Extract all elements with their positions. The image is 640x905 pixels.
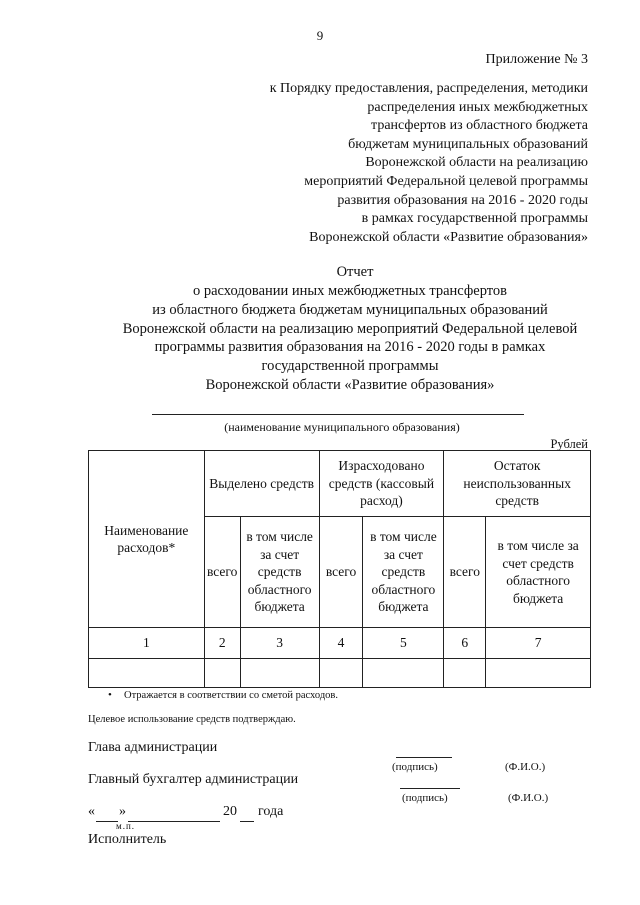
fio-caption: (Ф.И.О.) — [508, 792, 549, 804]
report-line: Воронежской области «Развитие образования» — [205, 376, 495, 393]
header-regional: в том числе за счет средств областного бюджета — [240, 517, 319, 628]
date-year-suffix: года — [258, 804, 284, 819]
confirmation-text: Целевое использование средств подтверждаю. — [88, 714, 296, 725]
header-total: всего — [444, 517, 486, 628]
header-regional: в том числе за счет средств областного бюджета — [486, 517, 591, 628]
column-number: 4 — [319, 628, 363, 659]
column-number: 2 — [204, 628, 240, 659]
header-total: всего — [319, 517, 363, 628]
header-remainder: Остаток неиспользованных средств — [444, 451, 591, 517]
table-cell — [363, 659, 444, 688]
head-label: Глава администрации — [88, 740, 218, 755]
date-close-quote: » — [119, 804, 126, 819]
appendix-subtitle — [270, 80, 588, 247]
currency-label: Рублей — [550, 437, 588, 451]
header-regional: в том числе за счет средств областного бюджета — [363, 517, 444, 628]
header-allocated: Выделено средств — [204, 451, 319, 517]
appendix-line: распределения иных межбюджетных — [367, 99, 588, 115]
column-number: 1 — [89, 628, 205, 659]
report-subtitle — [0, 282, 640, 395]
page-number: 9 — [316, 28, 324, 43]
accountant-label: Главный бухгалтер администрации — [88, 772, 299, 787]
appendix-line: трансфертов из областного бюджета — [371, 118, 588, 134]
report-line: о расходовании иных межбюджетных трансфертов — [192, 283, 508, 299]
report-line: Воронежской области на реализацию мероприятий Федеральной целевой — [122, 320, 578, 337]
table-cell — [486, 659, 591, 688]
appendix-title: Приложение № 3 — [485, 52, 588, 67]
table-cell — [319, 659, 363, 688]
appendix-line: мероприятий Федеральной целевой программы — [304, 173, 588, 189]
header-expense-name: Наименование расходов* — [89, 451, 205, 628]
header-total: всего — [204, 517, 240, 628]
appendix-line: в рамках государственной программы — [361, 211, 588, 227]
report-line: программы развития образования на 2016 - 2020 годы в рамках — [154, 339, 546, 356]
stamp-label: м.п. — [116, 821, 136, 831]
signature-caption: (подпись) — [392, 761, 438, 773]
date-year-line — [240, 821, 254, 822]
date-open-quote: « — [88, 804, 95, 819]
municipality-name-line — [152, 414, 524, 415]
accountant-signature-line — [400, 788, 460, 789]
executor-label: Исполнитель — [88, 832, 167, 847]
header-spent: Израсходовано средств (кассовый расход) — [319, 451, 444, 517]
head-signature-line — [396, 757, 452, 758]
appendix-line: бюджетам муниципальных образований — [348, 136, 588, 152]
table-cell — [444, 659, 486, 688]
appendix-line: Воронежской области «Развитие образования» — [309, 229, 588, 245]
column-number: 5 — [363, 628, 444, 659]
report-line: государственной программы — [261, 358, 439, 375]
report-line: из областного бюджета бюджетам муниципальных образований — [152, 301, 548, 318]
table-cell — [89, 659, 205, 688]
empty-data-row — [89, 659, 591, 688]
signature-caption: (подпись) — [402, 792, 448, 804]
date-day-line — [96, 821, 118, 822]
municipality-caption: (наименование муниципального образования) — [224, 420, 460, 434]
footnote-text: Отражается в соответствии со сметой расходов. — [124, 690, 339, 701]
appendix-line: развития образования на 2016 - 2020 годы — [337, 192, 588, 208]
date-year-prefix: 20 — [223, 804, 237, 819]
expense-table — [88, 450, 591, 688]
column-number: 6 — [444, 628, 486, 659]
fio-caption: (Ф.И.О.) — [505, 761, 546, 773]
column-number: 7 — [486, 628, 591, 659]
table-cell — [204, 659, 240, 688]
bullet-icon: • — [108, 689, 112, 701]
column-number: 3 — [240, 628, 319, 659]
appendix-line: к Порядку предоставления, распределения, методики — [269, 81, 588, 96]
date-month-line — [128, 821, 220, 822]
appendix-line: Воронежской области на реализацию — [365, 155, 588, 171]
table-cell — [240, 659, 319, 688]
report-title: Отчет — [336, 264, 374, 280]
